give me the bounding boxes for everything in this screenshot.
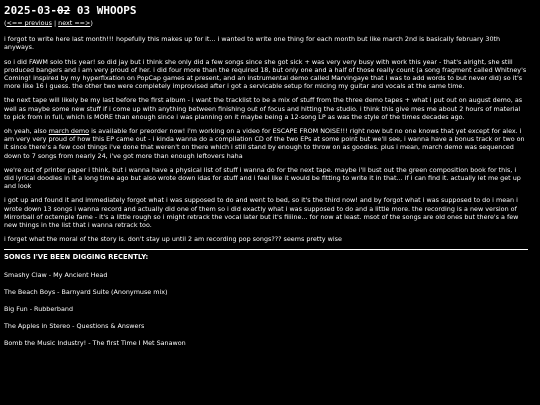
song-item: Bomb the Music Industry! - The first Time I Met Sanawon: [4, 339, 186, 348]
post-nav: (<== previous | next ==>): [4, 19, 93, 27]
page-title: [4, 4, 528, 17]
song-item: Smashy Claw - My Ancient Head: [4, 270, 108, 279]
paragraph-3: the next tape will likely be my last before the first album - i want the tracklist to be a mix of stuff from the three demo tapes + what i put out on august demo, as well as maybe some new stuff if i come up with anything between finishing out of focus and hitting the studio. i think this give mes me about 2 hours of material to pick from in full, which is MORE than enough since i was planning on it maybe being a 12-song LP as was the style of the times decades ago.: [4, 96, 523, 121]
next-link[interactable]: next ==>: [58, 19, 91, 27]
previous-link[interactable]: <== previous: [6, 19, 52, 27]
paragraph-5: we're out of printer paper i think, but i wanna have a physical list of stuff i wanna do for the next tape. maybe i'll bust out the green composition book for this, i did lyrical doodles in it a long time ago but also wrote down idas for stuff and i feel like it would be fitting to write it in that... if i can find it. actually let me get up and look: [4, 165, 521, 191]
song-item: The Beach Boys - Barnyard Suite (Anonymuse mix): [4, 287, 168, 296]
song-item: The Apples in Stereo - Questions & Answers: [4, 322, 145, 331]
paragraph-2: so i did FAWM solo this year! so did jay but i think she only did a few songs since she got sick + was very very busy with work this year - that's alright, she still produced bangers and i am very proud of her. i did four more than the required 18, but only one and a half of those really count (a song fragment called Whitney's Coming! inspired by my hyperfixation on PopCap games at present, and an instrumental demo called Marvingaye that i was to add words to but never did) so it's more like 16 i guess. the other two were completely improvised after i got a servicable setup for micing my guitar and vocals at the same time.: [4, 57, 527, 91]
title-date-struck: 02: [56, 4, 71, 17]
paragraph-7: i forget what the moral of the story is. don't stay up until 2 am recording pop songs??? seems pretty wise: [4, 235, 342, 244]
title-rest: 03 WHOOPS: [70, 4, 137, 17]
song-item: Big Fun - Rubberband: [4, 305, 73, 314]
paragraph-6: i got up and found it and immediately forgot what i was supposed to do and went to bed, so it's the third now! and by forgot what i was supposed to do i mean i wrote down 13 songs i wanna record and actually did one of them so i did exactly what i was supposed to do and a little more. the recording is a new version of Mirrorball of octemple fame - it's a little rough so i might retrack the vocal later but it's fiiiine... for now at least. msot of the songs are old ones but there's a few new things in the list that i wanna retrack too.: [4, 196, 519, 230]
paragraph-1: i forgot to write here last month!!! hopefully this makes up for it... i wanted to write one thing for each month but like march 2nd is basically february 30th anyways.: [4, 35, 501, 52]
paragraph-4: oh yeah, also march demo is available for preorder now! i'm working on a video for ESCAPE FROM NOISE!!! right now but no one knows that yet except for alex. i am very very proud of how this EP came out - i kinda wanna do a compilation CD of the two EPs at some point but we'll see, i wanna have a bonus track or two on it since there's a few cool things i've done that weren't on there which i still stand by enough to throw on as goodies. plus i mean, march demo was sequenced down to 7 songs from nearly 24, i've got more than enough leftovers haha: [4, 127, 525, 160]
title-date-prefix: 2025-03-: [4, 4, 57, 17]
songs-heading: SONGS I'VE BEEN DIGGING RECENTLY:: [4, 253, 149, 262]
march-demo-link[interactable]: march demo: [48, 127, 90, 136]
divider: [4, 249, 528, 250]
